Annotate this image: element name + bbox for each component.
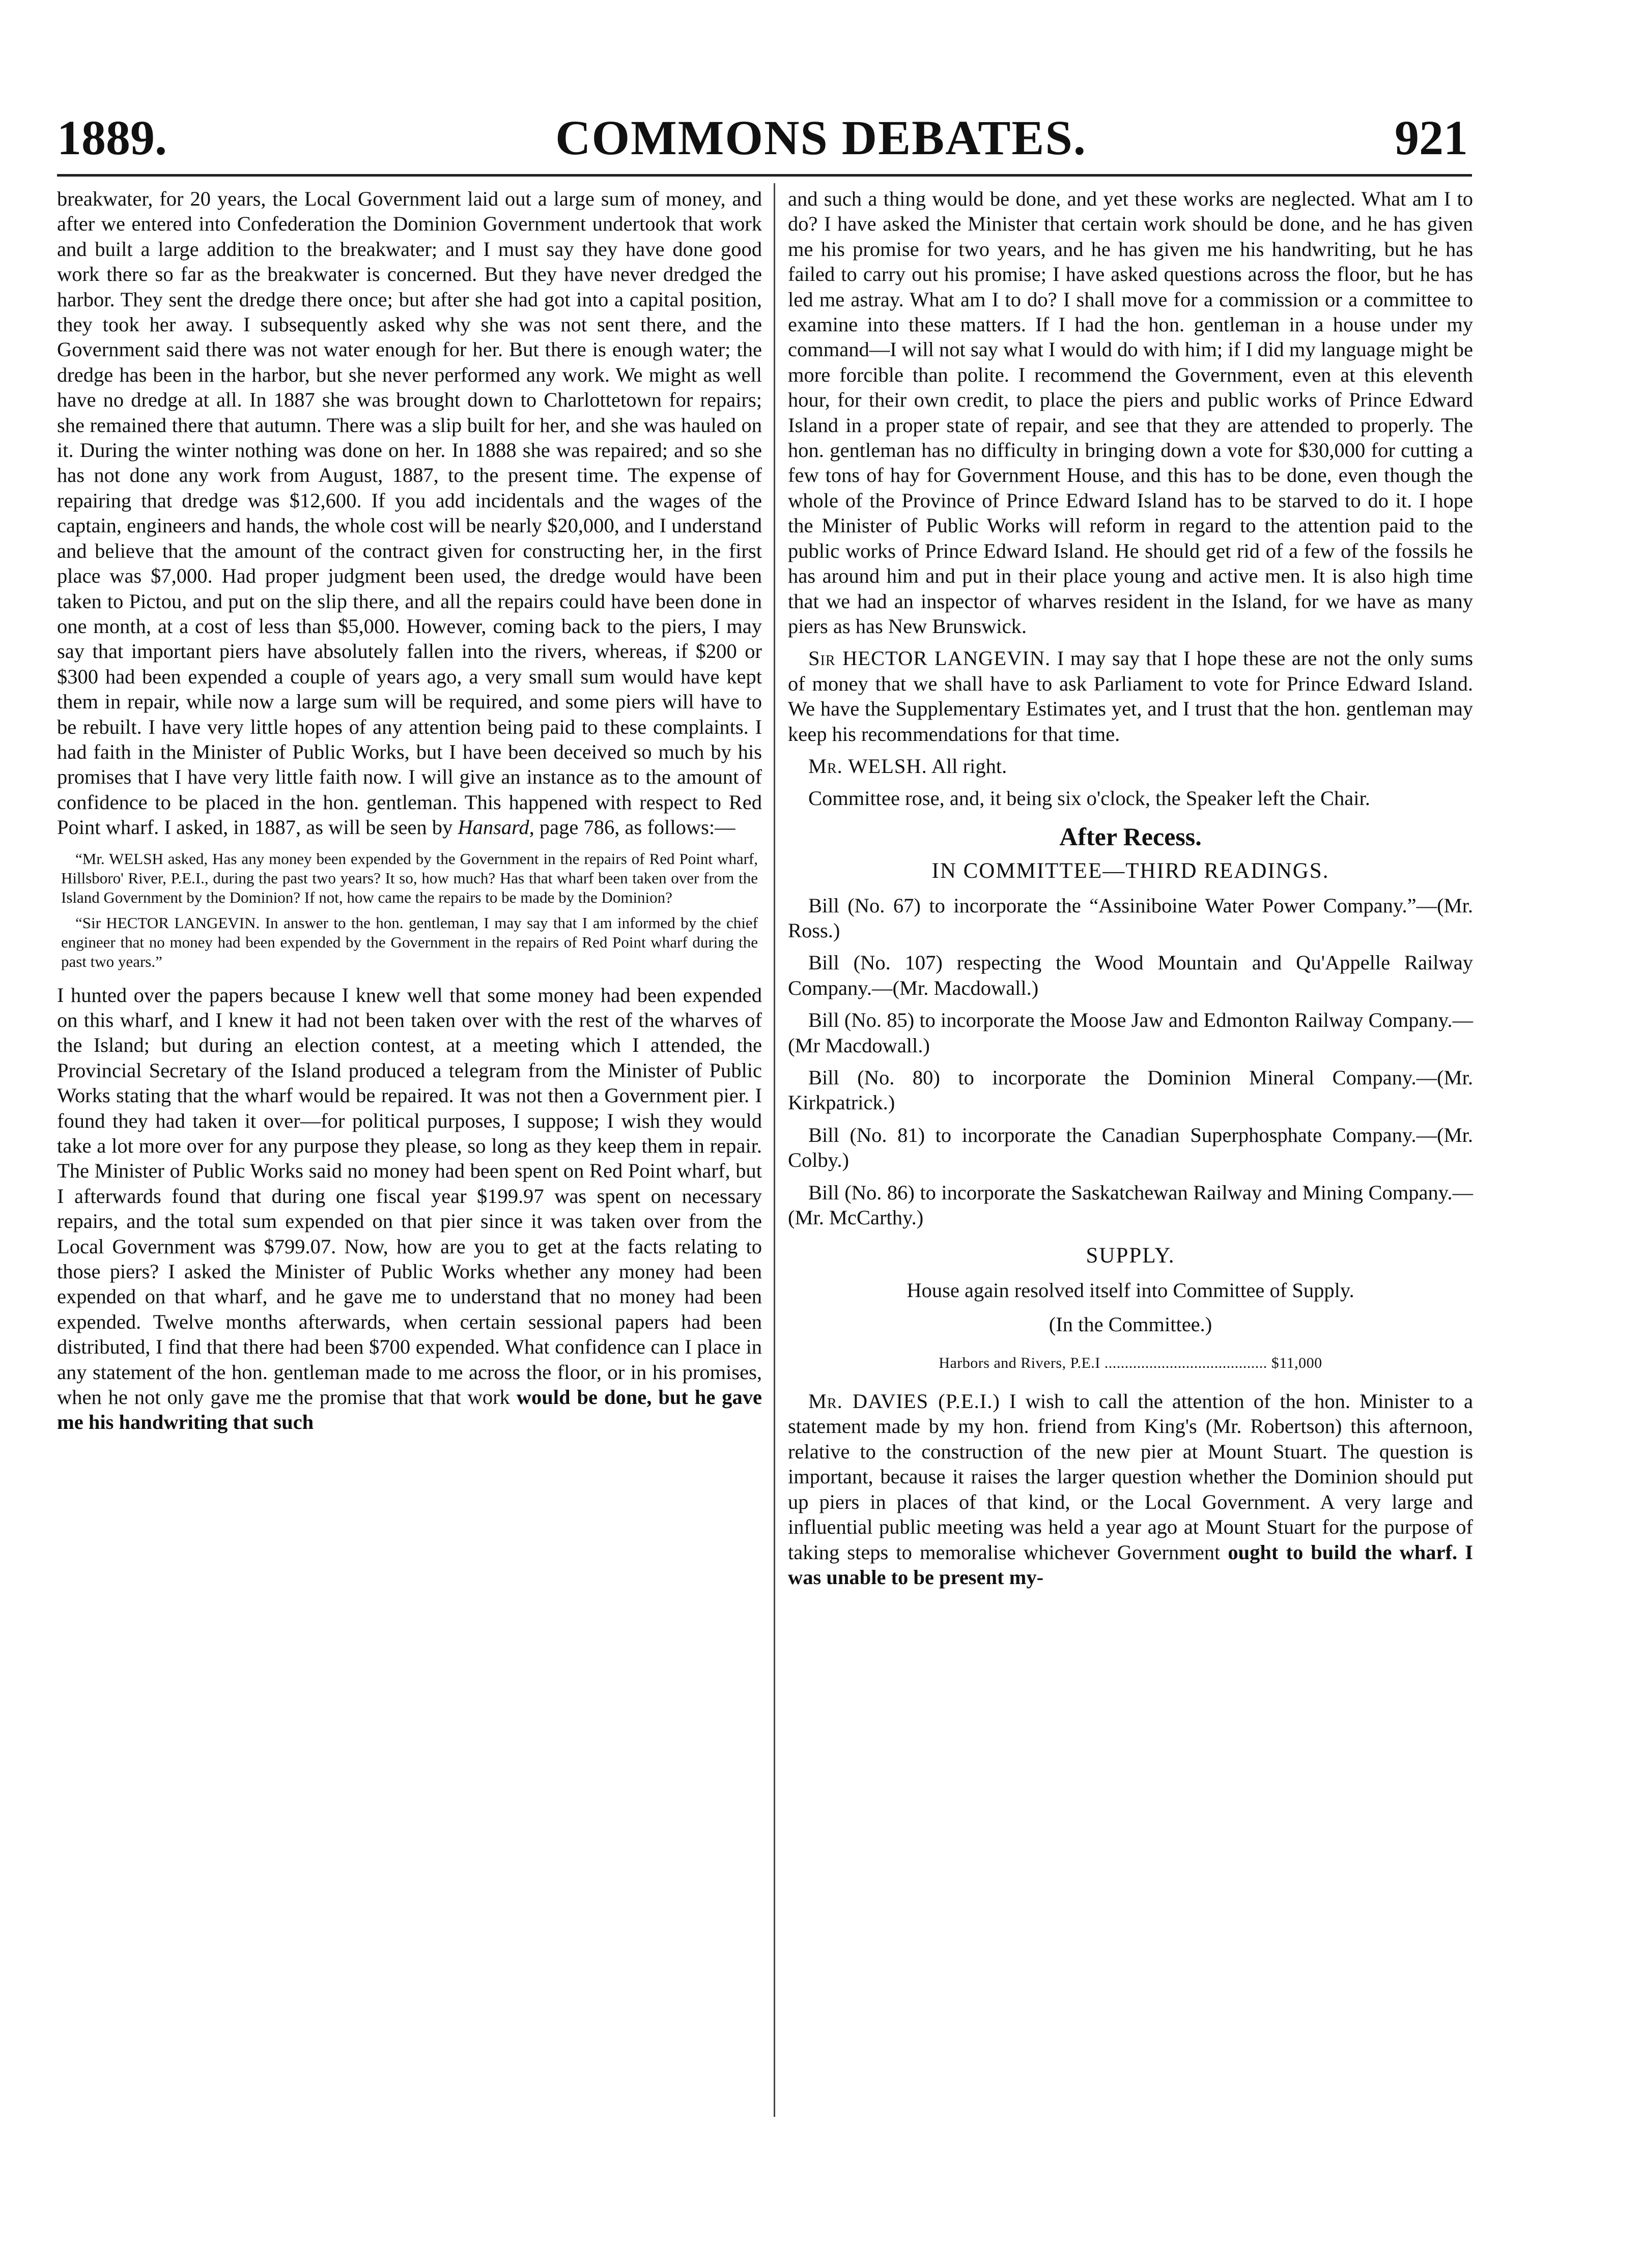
column-divider xyxy=(774,183,775,2117)
bill-entry: Bill (No. 81) to incorporate the Canadian Superphosphate Company.—(Mr. Colby.) xyxy=(788,1123,1473,1172)
bill-entry: Bill (No. 80) to incorporate the Dominion Mineral Company.—(Mr. Kirkpatrick.) xyxy=(788,1066,1473,1114)
header-title: COMMONS DEBATES. xyxy=(555,110,1087,165)
in-committee-note: (In the Committee.) xyxy=(1049,1313,1212,1336)
quoted-extract xyxy=(57,840,762,983)
paragraph-text: All right. xyxy=(931,754,1007,778)
section-heading-supply: SUPPLY. xyxy=(1086,1244,1175,1268)
section-heading-recess: After Recess. xyxy=(1059,822,1202,851)
speaker-name: Sir HECTOR LANGEVIN. xyxy=(808,647,1051,670)
bill-entry: Bill (No. 107) respecting the Wood Mountain and Qu'Appelle Railway Company.—(Mr. Macdowall.) xyxy=(788,951,1473,999)
speaker-name: Mr. WELSH. xyxy=(808,754,927,778)
paragraph-text: breakwater, for 20 years, the Local Government laid out a large sum of money, and after we entered into Confederation the Dominion Government undertook that work and built a large addition to the breakwater; and I must say they have done good work there so far as the breakwater is concerned. But they have never dredged the harbor. They sent the dredge there once; but after she had got into a capital position, they took her away. I subsequently asked why she was not sent there, and the Government said there was not water enough for her. But there is enough water; the dredge has been in the harbor, but she never performed any work. We might as well have no dredge at all. In 1887 she was brought down to Charlottetown for repairs; she remained there that autumn. There was a slip built for her, and she was hauled on it. During the winter nothing was done on her. In 1888 she was repaired; and so she has not done any work from August, 1887, to the present time. The expense of repairing that dredge was $12,600. If you add incidentals and the wages of the captain, engineers and hands, the whole cost will be nearly $20,000, and I understand and believe that the amount of the contract given for constructing her, in the first place was $7,000. Had proper judgment been used, the dredge would have been taken to Pictou, and put on the slip there, and all the repairs could have been done in one month, at a cost of less than $5,000. However, coming back to the piers, I may say that important piers have absolutely fallen into the rivers, whereas, if $200 or $300 had been expended a couple of years ago, a very small sum would have kept them in repair, while now a large sum will be required, and some piers will have to be rebuilt. I have very little hopes of any attention being paid to these complaints. I had faith in the Minister of Public Works, but I have been deceived so much by his promises that I have very little faith now. I will give an instance as to the amount of confidence to be placed in the hon. gentleman. This happened with respect to Red Point wharf. I asked, in 1887, as will be seen by xyxy=(57,187,762,839)
paragraph xyxy=(788,1389,1473,1590)
paragraph: Committee rose, and, it being six o'clock, the Speaker left the Chair. xyxy=(808,787,1370,810)
estimate-line: Harbors and Rivers, P.E.I ........................................ $11,000 xyxy=(939,1354,1322,1371)
quote-answer: “Sir HECTOR LANGEVIN. In answer to the hon. gentleman, I may say that I am informed by the chief engineer that no money had been expended by the Government in the repairs of Red Point wharf during the past two years.” xyxy=(61,913,758,970)
speaker-name: Mr. DAVIES (P.E.I.) xyxy=(808,1390,1000,1413)
paragraph-text: I may say that I hope these are not the only sums of money that we shall have to ask Parliament to vote for Prince Edward Island. We have the Supplementary Estimates yet, and I trust that the hon. gentleman may keep his recommendations for that time. xyxy=(788,647,1473,745)
paragraph-text: I wish to call the attention of the hon. Minister to a statement made by my hon. friend from King's (Mr. Robertson) this afternoon, relative to the construction of the new pier at Mount Stuart. The question is important, because it raises the larger question whether the Dominion should put up piers in places of that kind, or the Local Government. A very large and influential public meeting was held a year ago at Mount Stuart for the purpose of taking steps to memoralise whichever Government xyxy=(788,1390,1473,1564)
hansard-reference: Hansard, xyxy=(458,816,534,839)
paragraph xyxy=(788,646,1473,747)
paragraph: and such a thing would be done, and yet these works are neglected. What am I to do? I have asked the Minister that certain work should be done, and he has given me his promise for two years, and he has given me his handwriting, but he has failed to carry out his promise; I have asked questions across the floor, but he has led me astray. What am I to do? I shall move for a commission or a committee to examine into these matters. If I had the hon. gentleman in a house under my command—I will not say what I would do with him; if I did my language might be more forcible than polite. I recommend the Government, even at this eleventh hour, for their own credit, to place the piers and public works of Prince Edward Island in a proper state of repair, and see that they are attended to properly. The hon. gentleman has no difficulty in bringing down a vote for $30,000 for cutting a few tons of hay for Government House, and this has to be done, even though the whole of the Province of Prince Edward Island has to be starved to do it. I hope the Minister of Public Works will reform in regard to the attention paid to the public works of Prince Edward Island. He should get rid of a few of the fossils he has around him and put in their place young and active men. It is also high time that we had an inspector of wharves resident in the Island, for we have as many piers as has New Brunswick. xyxy=(788,187,1473,638)
header-page-number: 921 xyxy=(1395,110,1468,165)
quote-question: “Mr. WELSH asked, Has any money been expended by the Government in the repairs of Red Point wharf, Hillsboro' River, P.E.I., during the past two years? It so, how much? Has that wharf been taken over from the Island Government by the Dominion? If not, how came the repairs to be made by the Dominion? xyxy=(61,849,758,906)
section-heading-committee: IN COMMITTEE—THIRD READINGS. xyxy=(931,859,1329,883)
bill-entry: Bill (No. 67) to incorporate the “Assiniboine Water Power Company.”—(Mr. Ross.) xyxy=(788,894,1473,942)
right-column xyxy=(788,186,1473,1590)
header-rule xyxy=(57,174,1472,177)
header-year: 1889. xyxy=(57,110,167,165)
bill-entry: Bill (No. 86) to incorporate the Saskatchewan Railway and Mining Company.—(Mr. McCarthy.) xyxy=(788,1181,1473,1229)
paragraph xyxy=(57,983,762,1435)
page-header xyxy=(0,109,1642,170)
paragraph-last-line: would be done, but he gave me his handwriting that such xyxy=(57,1386,762,1434)
left-column xyxy=(57,186,762,1435)
paragraph-text: page 786, as follows:— xyxy=(539,816,735,839)
supply-resolution: House again resolved itself into Committee of Supply. xyxy=(907,1278,1354,1302)
paragraph xyxy=(57,186,762,840)
bill-entry: Bill (No. 85) to incorporate the Moose Jaw and Edmonton Railway Company.—(Mr Macdowall.) xyxy=(788,1009,1473,1057)
paragraph-last-line: ought to build the wharf. I was unable to be present my- xyxy=(788,1540,1473,1589)
paragraph-text: I hunted over the papers because I knew well that some money had been expended on this wharf, and I knew it had not been taken over with the rest of the wharves of the Island; but during an election contest, at a meeting which I attended, the Provincial Secretary of the Island produced a telegram from the Minister of Public Works stating that the wharf would be repaired. It was not then a Government pier. I found they had taken it over—for political purposes, I suppose; I wish they would take a lot more over for any purpose they please, so long as they keep them in repair. The Minister of Public Works said no money had been spent on Red Point wharf, but I afterwards found that during one fiscal year $199.97 was spent on necessary repairs, and the total sum expended on that pier since it was taken over from the Local Government was $799.07. Now, how are you to get at the facts relating to those piers? I asked the Minister of Public Works whether any money had been expended on that wharf, and he gave me to understand that no money had been expended. Twelve months afterwards, when certain sessional papers had been distributed, I find that there had been $700 expended. What confidence can I place in any statement of the hon. gentleman made to me across the floor, or in his promises, when he not only gave me the promise that that work xyxy=(57,983,762,1409)
paragraph xyxy=(788,754,1473,779)
